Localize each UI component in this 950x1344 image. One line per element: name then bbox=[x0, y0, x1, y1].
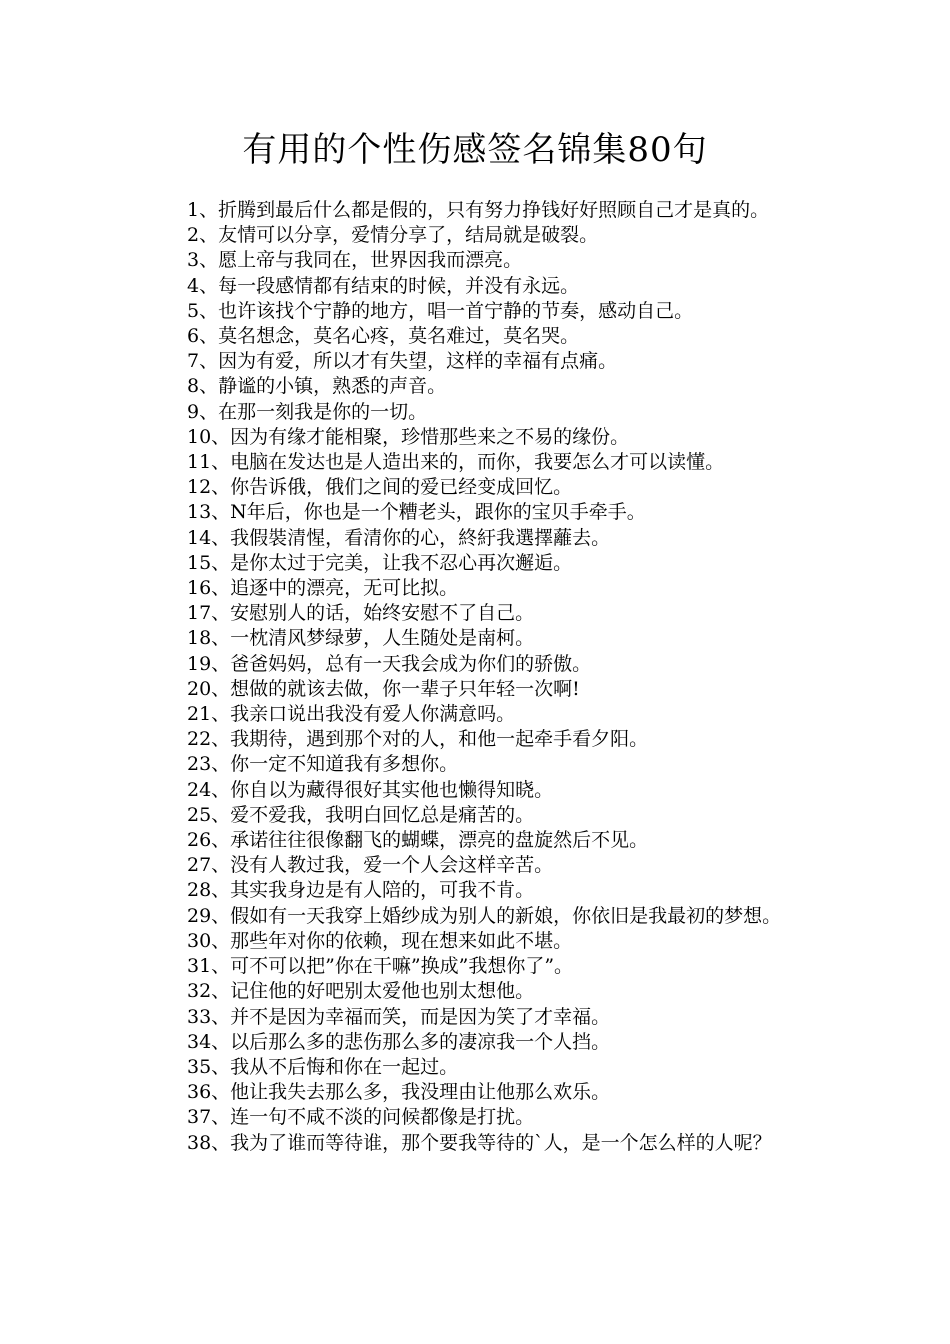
list-item: 24、你自以为藏得很好其实他也懒得知晓。 bbox=[187, 778, 554, 801]
list-item: 17、安慰别人的话，始终安慰不了自己。 bbox=[187, 602, 535, 625]
list-item: 18、一枕清风梦绿萝，人生随处是南柯。 bbox=[187, 627, 535, 650]
list-item: 20、想做的就该去做，你一辈子只年轻一次啊! bbox=[187, 677, 580, 700]
list-item: 8、静谧的小镇，熟悉的声音。 bbox=[187, 375, 447, 398]
list-item: 6、莫名想念，莫名心疼，莫名难过，莫名哭。 bbox=[187, 325, 580, 348]
list-item: 9、在那一刻我是你的一切。 bbox=[187, 400, 428, 423]
list-item: 7、因为有爱，所以才有失望，这样的幸福有点痛。 bbox=[187, 350, 618, 373]
list-item: 11、电脑在发达也是人造出来的，而你，我要怎么才可以读懂。 bbox=[187, 451, 725, 474]
list-item: 21、我亲口说出我没有爱人你满意吗。 bbox=[187, 703, 516, 726]
list-item: 38、我为了谁而等待谁，那个要我等待的`人，是一个怎么样的人呢？ bbox=[187, 1131, 772, 1154]
list-item: 5、也许该找个宁静的地方，唱一首宁静的节奏，感动自己。 bbox=[187, 299, 694, 322]
list-item: 3、愿上帝与我同在，世界因我而漂亮。 bbox=[187, 249, 523, 272]
list-item: 12、你告诉俄，俄们之间的爱已经变成回忆。 bbox=[187, 476, 573, 499]
list-item: 36、他让我失去那么多，我没理由让他那么欢乐。 bbox=[187, 1081, 611, 1104]
list-item: 29、假如有一天我穿上婚纱成为别人的新娘，你依旧是我最初的梦想。 bbox=[187, 904, 782, 927]
list-item: 30、那些年对你的依赖，现在想来如此不堪。 bbox=[187, 929, 573, 952]
list-item: 26、承诺往往很像翻飞的蝴蝶，漂亮的盘旋然后不见。 bbox=[187, 829, 649, 852]
list-item: 14、我假裝清惺，看清你的心，終紆我選擇蘺去。 bbox=[187, 526, 611, 549]
list-item: 19、爸爸妈妈，总有一天我会成为你们的骄傲。 bbox=[187, 652, 592, 675]
list-item: 1、折腾到最后什么都是假的，只有努力挣钱好好照顾自己才是真的。 bbox=[187, 199, 770, 221]
signature-list bbox=[145, 198, 809, 1156]
list-item: 2、友情可以分享，爱情分享了，结局就是破裂。 bbox=[187, 224, 599, 247]
list-item: 15、是你太过于完美，让我不忍心再次邂逅。 bbox=[187, 551, 573, 574]
list-item: 22、我期待，遇到那个对的人，和他一起牵手看夕阳。 bbox=[187, 728, 649, 751]
list-item: 23、你一定不知道我有多想你。 bbox=[187, 753, 459, 776]
list-item: 4、每一段感情都有结束的时候，并没有永远。 bbox=[187, 274, 580, 297]
list-item: 16、追逐中的漂亮，无可比拟。 bbox=[187, 577, 459, 600]
list-item: 25、爱不爱我，我明白回忆总是痛苦的。 bbox=[187, 803, 535, 826]
list-item: 13、N年后，你也是一个糟老头，跟你的宝贝手牵手。 bbox=[187, 501, 646, 524]
document-title: 有用的个性伤感签名锦集80句 bbox=[242, 130, 708, 170]
list-item: 37、连一句不咸不淡的问候都像是打扰。 bbox=[187, 1106, 535, 1129]
list-item: 34、以后那么多的悲伤那么多的凄凉我一个人挡。 bbox=[187, 1030, 611, 1053]
list-item: 33、并不是因为幸福而笑，而是因为笑了才幸福。 bbox=[187, 1005, 611, 1028]
list-item: 31、可不可以把”你在干嘛”换成”我想你了”。 bbox=[187, 955, 574, 978]
list-item: 27、没有人教过我，爱一个人会这样辛苦。 bbox=[187, 854, 554, 877]
list-item: 10、因为有缘才能相聚，珍惜那些来之不易的缘份。 bbox=[187, 425, 630, 448]
list-item: 28、其实我身边是有人陪的，可我不肯。 bbox=[187, 879, 535, 902]
list-item: 35、我从不后悔和你在一起过。 bbox=[187, 1055, 459, 1078]
list-item: 32、记住他的好吧别太爱他也别太想他。 bbox=[187, 980, 535, 1003]
